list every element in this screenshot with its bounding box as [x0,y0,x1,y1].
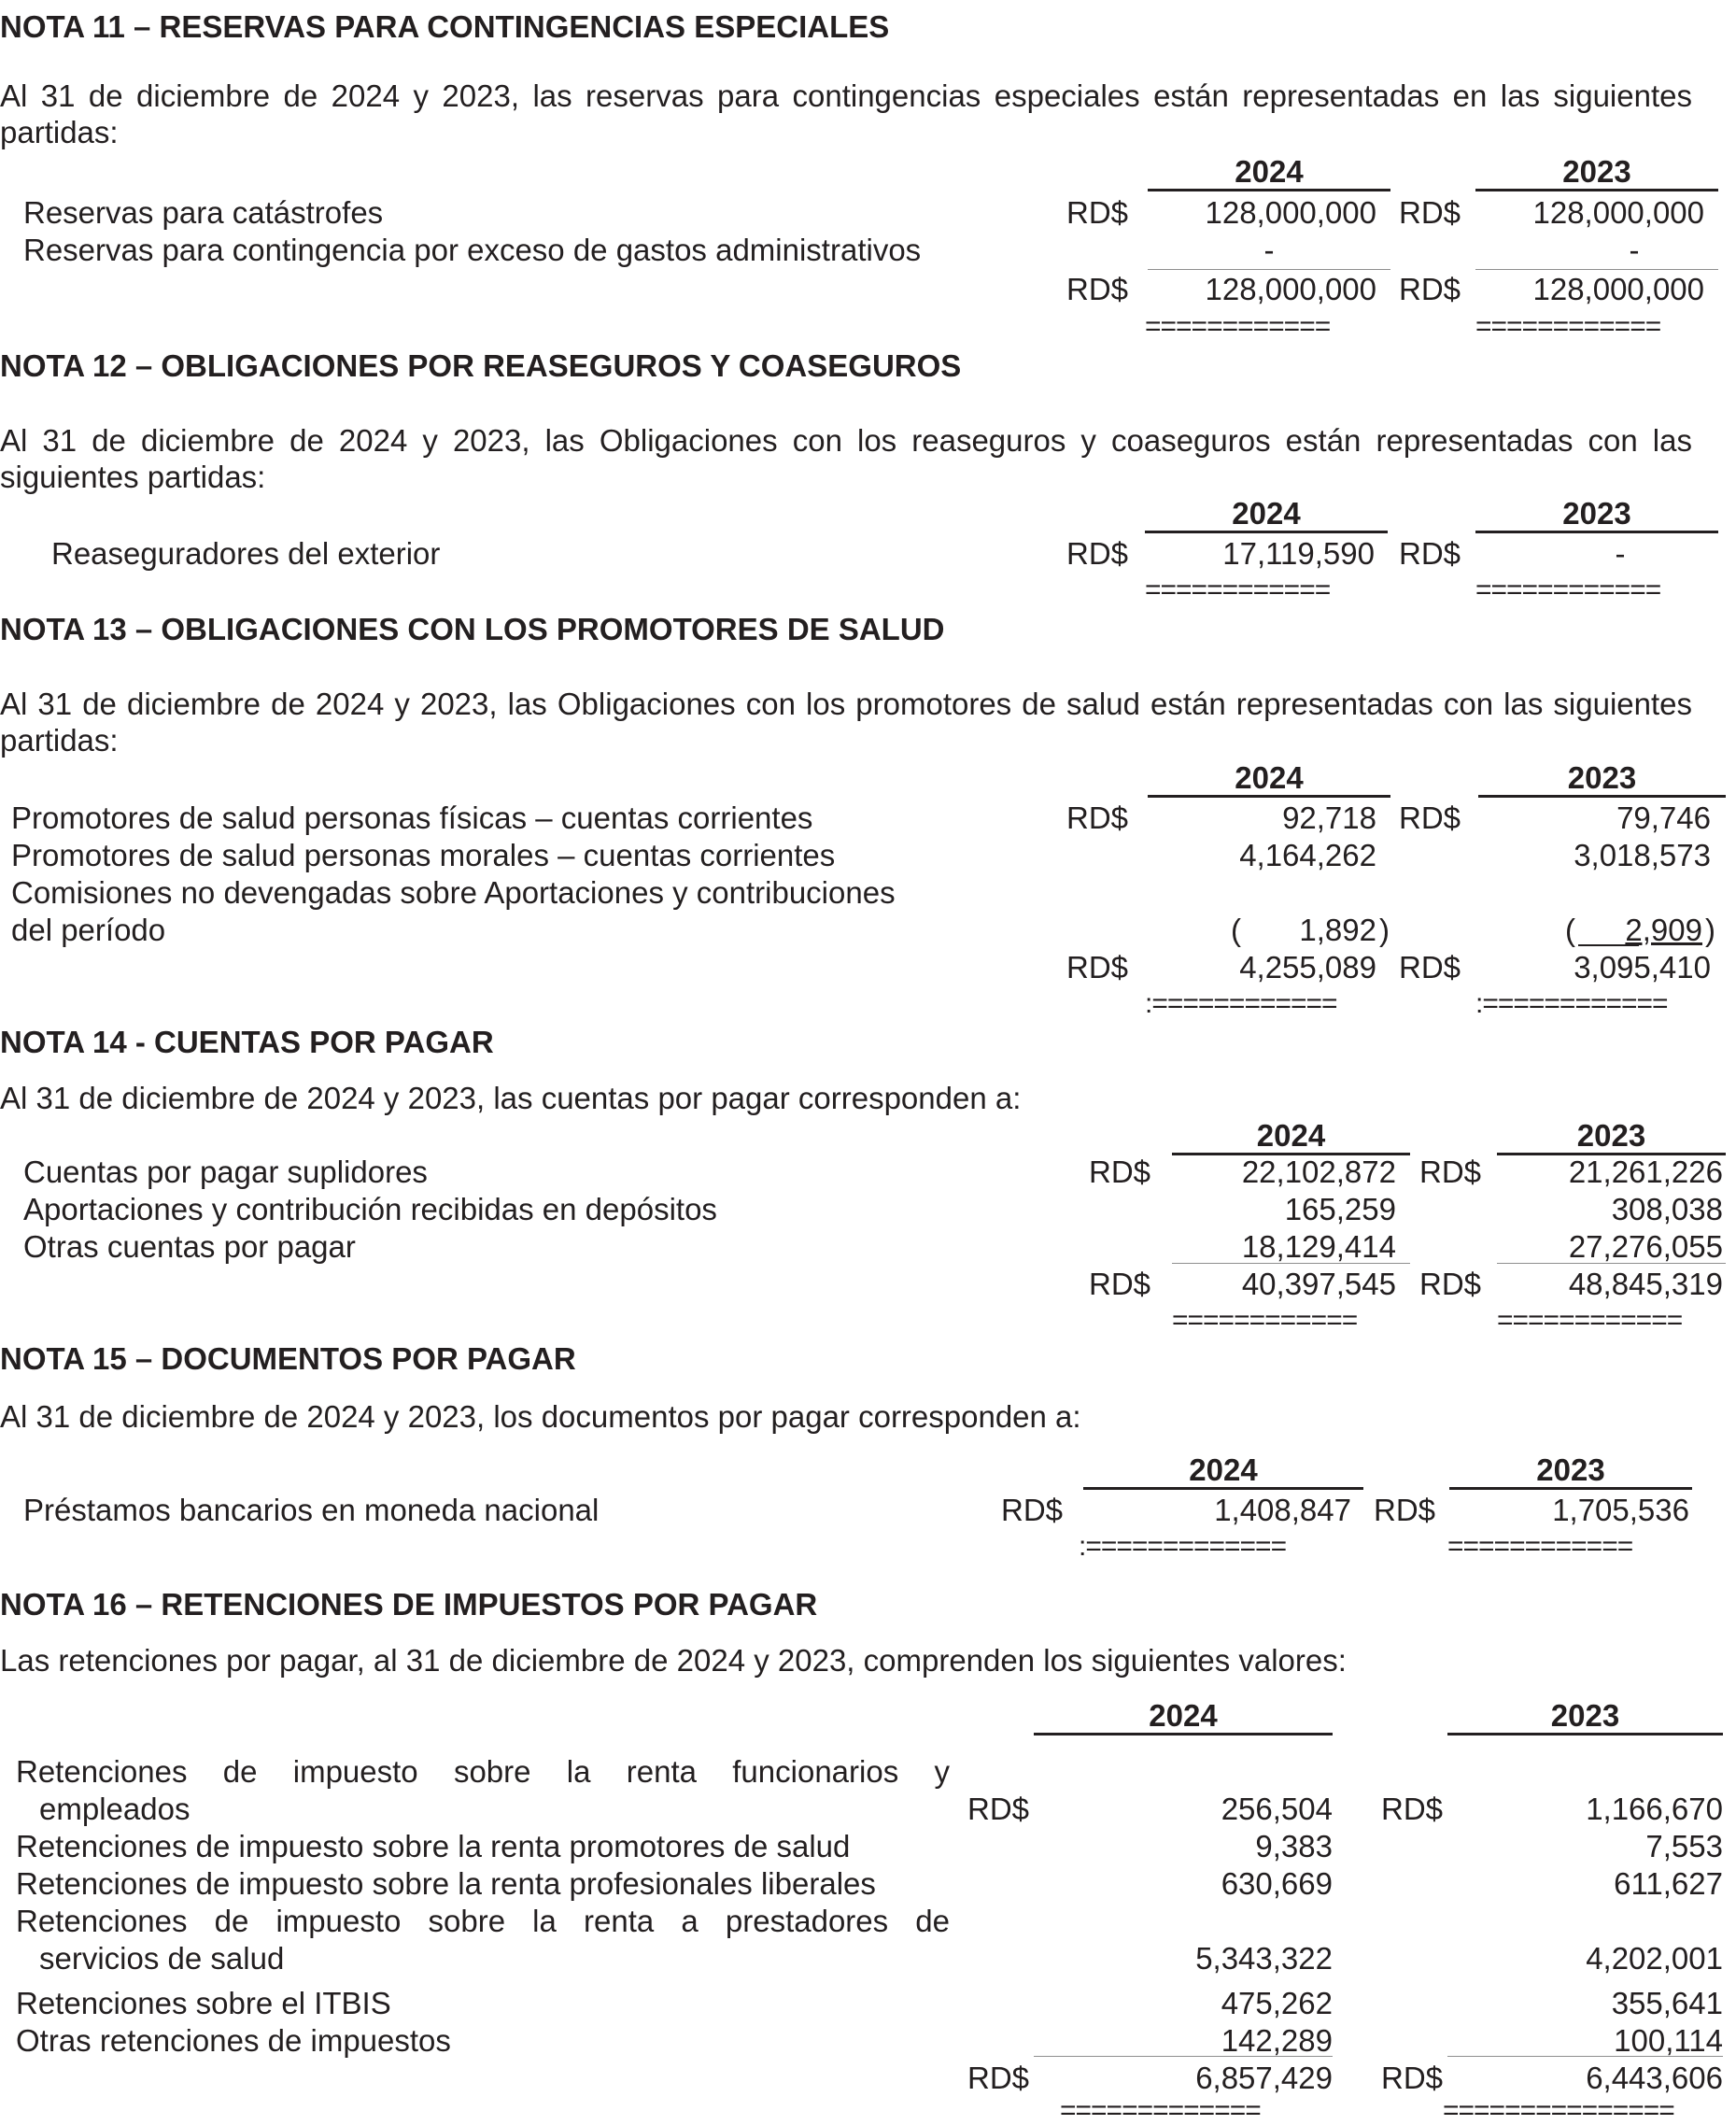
note-16-row-label: Retenciones de impuesto sobre la renta promotores de salud [16,1829,851,1863]
note-11-row-label: Reservas para catástrofes [23,195,384,230]
note-15-year-2024: 2024 [1189,1452,1258,1487]
note-13-row-label: Promotores de salud personas morales – cuentas corrientes [11,838,836,872]
paren-open: ( [1231,913,1241,947]
note-14-row-value-2024: 18,129,414 [1241,1229,1396,1264]
note-16-row-label: Retenciones de impuesto sobre la renta profesionales liberales [16,1866,876,1901]
note-13-row-label-continued: del período [11,913,166,947]
note-16-row-value-2024: 256,504 [1221,1792,1333,1826]
note-16-header-rule-2023 [1447,1733,1723,1735]
note-13-total-2023: 3,095,410 [1574,950,1711,985]
note-13-year-2024: 2024 [1235,760,1304,795]
currency-label: RD$ [1399,950,1461,985]
note-13-total-2024: 4,255,089 [1239,950,1376,985]
note-11-row-label: Reservas para contingencia por exceso de gastos administrativos [23,233,922,267]
note-12-header-rule-2023 [1475,531,1718,533]
currency-label: RD$ [1066,800,1129,835]
currency-label: RD$ [1066,950,1129,985]
note-11-row-value-2023: - [1629,233,1640,267]
note-15-row-value-2024: 1,408,847 [1214,1493,1351,1527]
note-11-header-rule-2023 [1475,189,1718,191]
note-11-row-value-2023: 128,000,000 [1532,195,1704,230]
note-11-subtotal-rule-2023 [1475,269,1718,270]
note-12-row-value-2023: - [1615,536,1626,571]
currency-label: RD$ [1399,272,1461,306]
note-16-total-2023: 6,443,606 [1586,2061,1723,2095]
note-12-double-rule-2024: ============ [1145,576,1331,604]
currency-label: RD$ [1399,536,1461,571]
note-13-row-value-2023: 2,909 [1625,913,1702,947]
note-16-subtotal-rule-2023 [1447,2056,1723,2057]
note-13-row-value-2024: 1,892 [1299,913,1376,947]
currency-label: RD$ [1066,195,1129,230]
note-14-year-2024: 2024 [1256,1118,1326,1153]
note-14-row-value-2024: 22,102,872 [1241,1155,1396,1189]
note-15-header-rule-2023 [1449,1487,1692,1490]
note-13-intro: Al 31 de diciembre de 2024 y 2023, las Obligaciones con los promotores de salud están representadas con las siguientes partidas: [0,687,1692,758]
note-16-year-2023: 2023 [1550,1698,1620,1733]
note-13-header-rule-2023 [1478,795,1726,798]
note-11-total-2023: 128,000,000 [1532,272,1704,306]
note-11-total-2024: 128,000,000 [1205,272,1376,306]
note-16-double-rule-2024: ============= [1060,2097,1261,2125]
note-16-header-rule-2024 [1034,1733,1333,1735]
note-15-row-value-2023: 1,705,536 [1552,1493,1689,1527]
note-14-double-rule-2024: ============ [1172,1307,1358,1335]
note-13-title: NOTA 13 – OBLIGACIONES CON LOS PROMOTORES DE SALUD [0,612,945,646]
note-16-row-value-2023: 100,114 [1614,2023,1723,2058]
note-11-intro: Al 31 de diciembre de 2024 y 2023, las reservas para contingencias especiales están representadas en las siguientes partidas: [0,78,1692,149]
note-14-subtotal-rule-2023 [1497,1263,1726,1264]
currency-label: RD$ [1066,272,1129,306]
currency-label: RD$ [1381,1792,1444,1826]
currency-label: RD$ [1419,1155,1482,1189]
note-13-row-value-2024: 4,164,262 [1239,838,1376,872]
note-16-double-rule-2023: =============== [1443,2097,1674,2125]
note-15-header-rule-2024 [1083,1487,1363,1490]
note-13-row-value-2023: 79,746 [1616,800,1711,835]
note-11-year-2023: 2023 [1562,154,1631,189]
note-12-year-2024: 2024 [1232,496,1301,531]
currency-label: RD$ [1089,1155,1151,1189]
note-11-double-rule-2023: ============ [1475,313,1661,341]
currency-label: RD$ [1399,800,1461,835]
note-12-year-2023: 2023 [1562,496,1631,531]
note-16-intro: Las retenciones por pagar, al 31 de diciembre de 2024 y 2023, comprenden los siguientes valores: [0,1643,1347,1678]
note-11-year-2024: 2024 [1235,154,1304,189]
note-16-title: NOTA 16 – RETENCIONES DE IMPUESTOS POR PAGAR [0,1587,818,1622]
note-11-row-value-2024: - [1263,233,1275,267]
note-16-row-value-2023: 7,553 [1645,1829,1723,1863]
currency-label: RD$ [1089,1267,1151,1301]
note-12-intro: Al 31 de diciembre de 2024 y 2023, las Obligaciones con los reaseguros y coaseguros están representadas con las siguientes partidas: [0,423,1692,494]
note-14-intro: Al 31 de diciembre de 2024 y 2023, las cuentas por pagar corresponden a: [0,1081,1022,1115]
note-16-row-label: Retenciones de impuesto sobre la renta a prestadores de [16,1904,950,1938]
note-14-row-value-2023: 308,038 [1611,1192,1723,1226]
note-13-underline-2023 [1578,944,1639,946]
note-12-header-rule-2024 [1145,531,1388,533]
note-16-row-value-2024: 142,289 [1221,2023,1333,2058]
note-14-row-label: Aportaciones y contribución recibidas en depósitos [23,1192,717,1226]
note-16-row-label: Otras retenciones de impuestos [16,2023,451,2058]
note-16-row-value-2023: 355,641 [1611,1986,1723,2020]
note-16-row-value-2024: 475,262 [1221,1986,1333,2020]
note-14-row-value-2023: 27,276,055 [1568,1229,1723,1264]
note-16-row-value-2024: 630,669 [1221,1866,1333,1901]
note-15-double-rule-2023: ============ [1447,1533,1633,1561]
note-14-row-label: Otras cuentas por pagar [23,1229,356,1264]
note-16-row-value-2023: 1,166,670 [1586,1792,1723,1826]
note-12-double-rule-2023: ============ [1475,576,1661,604]
note-16-row-label-continued: empleados [39,1792,191,1826]
paren-open: ( [1565,913,1575,947]
note-16-row-value-2024: 5,343,322 [1195,1941,1333,1976]
note-13-row-label: Comisiones no devengadas sobre Aportaciones y contribuciones [11,875,896,910]
note-14-double-rule-2023: ============ [1497,1307,1683,1335]
note-14-row-value-2024: 165,259 [1284,1192,1396,1226]
note-13-row-label: Promotores de salud personas físicas – cuentas corrientes [11,800,813,835]
note-11-header-rule-2024 [1148,189,1390,191]
note-15-title: NOTA 15 – DOCUMENTOS POR PAGAR [0,1341,576,1376]
currency-label: RD$ [1419,1267,1482,1301]
note-14-year-2023: 2023 [1576,1118,1646,1153]
note-13-double-rule-2023: :============ [1475,990,1668,1018]
note-16-year-2024: 2024 [1149,1698,1218,1733]
note-16-row-value-2023: 611,627 [1614,1866,1723,1901]
note-11-title: NOTA 11 – RESERVAS PARA CONTINGENCIAS ESPECIALES [0,9,890,44]
note-16-total-2024: 6,857,429 [1195,2061,1333,2095]
note-16-row-label: Retenciones de impuesto sobre la renta funcionarios y [16,1754,950,1789]
paren-close: ) [1379,913,1390,947]
note-14-title: NOTA 14 - CUENTAS POR PAGAR [0,1025,494,1059]
note-12-row-value-2024: 17,119,590 [1222,536,1375,571]
note-13-header-rule-2024 [1148,795,1390,798]
note-13-year-2023: 2023 [1567,760,1637,795]
note-16-subtotal-rule-2024 [1034,2056,1333,2057]
note-12-row-label: Reaseguradores del exterior [51,536,441,571]
note-15-double-rule-2024: :============= [1079,1533,1287,1561]
currency-label: RD$ [967,2061,1030,2095]
note-11-double-rule-2024: ============ [1145,313,1331,341]
note-13-row-value-2024: 92,718 [1282,800,1376,835]
note-16-row-value-2023: 4,202,001 [1586,1941,1723,1976]
currency-label: RD$ [1399,195,1461,230]
currency-label: RD$ [1381,2061,1444,2095]
note-11-subtotal-rule-2024 [1148,269,1390,270]
note-16-row-label: Retenciones sobre el ITBIS [16,1986,391,2020]
note-15-year-2023: 2023 [1536,1452,1605,1487]
note-15-row-label: Préstamos bancarios en moneda nacional [23,1493,600,1527]
currency-label: RD$ [967,1792,1030,1826]
currency-label: RD$ [1001,1493,1064,1527]
note-15-intro: Al 31 de diciembre de 2024 y 2023, los documentos por pagar corresponden a: [0,1399,1081,1434]
currency-label: RD$ [1374,1493,1436,1527]
note-12-title: NOTA 12 – OBLIGACIONES POR REASEGUROS Y COASEGUROS [0,348,962,383]
note-13-row-value-2023: 3,018,573 [1574,838,1711,872]
note-16-row-label-continued: servicios de salud [39,1941,285,1976]
note-14-subtotal-rule-2024 [1172,1263,1410,1264]
note-14-total-2024: 40,397,545 [1241,1267,1396,1301]
note-13-double-rule-2024: :============ [1145,990,1337,1018]
note-14-total-2023: 48,845,319 [1568,1267,1723,1301]
note-16-row-value-2024: 9,383 [1255,1829,1333,1863]
paren-close: ) [1705,913,1715,947]
note-14-row-label: Cuentas por pagar suplidores [23,1155,428,1189]
note-11-row-value-2024: 128,000,000 [1205,195,1376,230]
currency-label: RD$ [1066,536,1129,571]
note-14-row-value-2023: 21,261,226 [1568,1155,1723,1189]
